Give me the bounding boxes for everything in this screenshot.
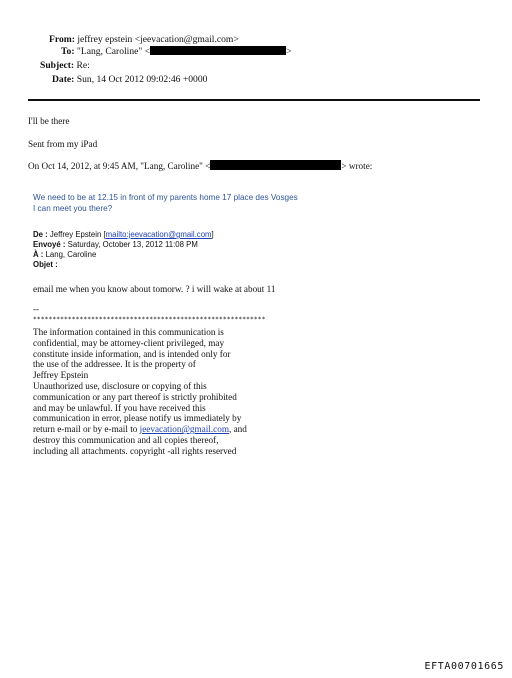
disclaimer-line-suffix: , and bbox=[228, 424, 247, 435]
fwd-envoye-row bbox=[33, 240, 198, 250]
disclaimer-line: the use of the addressee. It is the property of bbox=[33, 359, 196, 370]
disclaimer-line: communication or any part thereof is strictly prohibited bbox=[33, 391, 237, 402]
quote-intro-prefix: On Oct 14, 2012, at 9:45 AM, "Lang, Caroline" < bbox=[28, 161, 211, 171]
from-row bbox=[49, 34, 239, 46]
date-row bbox=[52, 74, 207, 86]
disclaimer-block bbox=[33, 327, 247, 457]
disclaimer-line: The information contained in this communication is bbox=[33, 327, 224, 337]
header-divider bbox=[28, 99, 480, 101]
signature-stars: ************************************************************ bbox=[33, 316, 266, 323]
to-row bbox=[61, 46, 292, 58]
fwd-de-row bbox=[33, 230, 214, 240]
disclaimer-line: including all attachments. copyright -all rights reserved bbox=[33, 445, 237, 456]
fwd-objet-label: Objet : bbox=[33, 260, 58, 269]
fwd-mailto-link[interactable]: mailto:jeevacation@gmail.com bbox=[105, 230, 212, 239]
fwd-envoye-label: Envoyé : bbox=[33, 240, 66, 249]
fwd-a-row bbox=[33, 250, 96, 260]
quoted-line-2: I can meet you there? bbox=[33, 204, 113, 213]
reply-line-1: I'll be there bbox=[28, 116, 70, 126]
disclaimer-line bbox=[33, 424, 247, 435]
disclaimer-line: Jeffrey Epstein bbox=[33, 370, 89, 381]
fwd-de-close: ] bbox=[211, 230, 214, 239]
disclaimer-line: communication in error, please notify us immediately by bbox=[33, 413, 242, 424]
disclaimer-line: and may be unlawful. If you have received this bbox=[33, 402, 206, 413]
bates-number: EFTA00701665 bbox=[424, 661, 504, 672]
fwd-objet-row bbox=[33, 260, 58, 270]
disclaimer-line: confidential, may be attorney-client privileged, may bbox=[33, 337, 225, 348]
fwd-a-value: Lang, Caroline bbox=[43, 250, 97, 259]
to-tail: > bbox=[286, 46, 292, 57]
subject-value: Re: bbox=[76, 60, 90, 71]
date-label: Date: bbox=[52, 74, 75, 85]
disclaimer-line: constitute inside information, and is intended only for bbox=[33, 348, 231, 359]
signature-dashes: -- bbox=[33, 304, 40, 314]
date-value: Sun, 14 Oct 2012 09:02:46 +0000 bbox=[76, 74, 208, 85]
redaction-bar bbox=[210, 160, 341, 170]
quote-intro bbox=[28, 160, 372, 172]
fwd-envoye-value: Saturday, October 13, 2012 11:08 PM bbox=[65, 240, 198, 249]
to-value: "Lang, Caroline" < bbox=[76, 46, 151, 57]
disclaimer-line: Unauthorized use, disclosure or copying of this bbox=[33, 380, 207, 391]
subject-row bbox=[40, 60, 90, 72]
to-label: To: bbox=[61, 46, 75, 57]
quoted-line-1: We need to be at 12.15 in front of my parents home 17 place des Vosges bbox=[33, 193, 298, 202]
disclaimer-line: destroy this communication and all copies thereof, bbox=[33, 434, 219, 445]
fwd-body: email me when you know about tomorw. ? i will wake at about 11 bbox=[33, 284, 276, 294]
from-value: jeffrey epstein <jeevacation@gmail.com> bbox=[77, 34, 239, 45]
from-label: From: bbox=[49, 34, 75, 45]
fwd-de-name: Jeffrey Epstein [ bbox=[47, 230, 106, 239]
disclaimer-email-link[interactable]: jeevacation@gmail.com bbox=[139, 424, 229, 435]
reply-line-2: Sent from my iPad bbox=[28, 139, 98, 149]
fwd-a-label: À : bbox=[33, 250, 44, 259]
subject-label: Subject: bbox=[40, 60, 75, 71]
quote-intro-suffix: > wrote: bbox=[341, 161, 373, 171]
disclaimer-line-prefix: return e-mail or by e-mail to bbox=[33, 424, 140, 435]
fwd-de-label: De : bbox=[33, 230, 48, 239]
redaction-bar bbox=[150, 46, 286, 55]
